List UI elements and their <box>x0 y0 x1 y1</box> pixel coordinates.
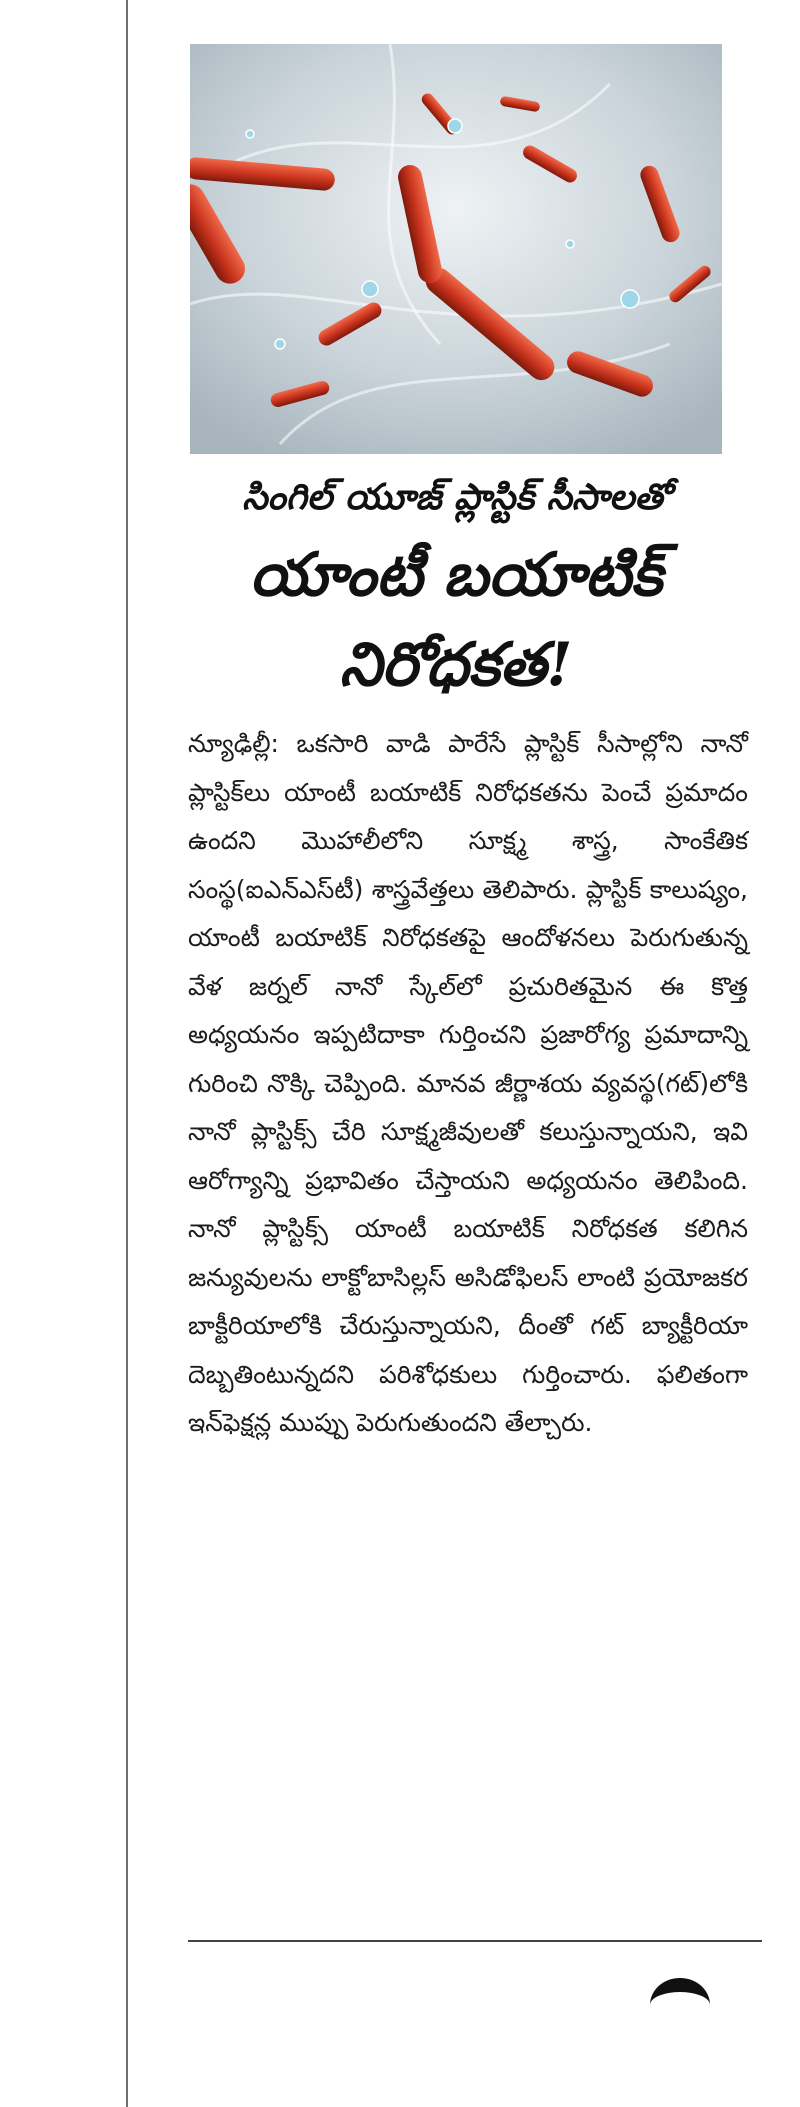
headline-line-1: యాంటీ బయాటిక్ <box>249 540 663 610</box>
bubble <box>246 130 254 138</box>
headline-kicker: సింగిల్ యూజ్ ప్లాస్టిక్ సీసాలతో <box>242 476 670 518</box>
bacteria-illustration <box>190 44 722 454</box>
column-divider <box>126 0 128 2107</box>
bubble <box>621 290 639 308</box>
article-body: న్యూఢిల్లీ: ఒకసారి వాడి పారేసే ప్లాస్టిక్ సీసాల్లోని నానో ప్లాస్టిక్‌లు యాంటీ బయాటిక్ నిరోధకతను పెంచే ప్రమాదం ఉందని మొహాలీలోని సూక్ష్మ శాస్త్ర, సాంకేతిక సంస్థ(ఐఎన్ఎస్‌టీ) శాస్త్రవేత్తలు తెలిపారు. ప్లాస్టిక్ కాలుష్యం, యాంటీ బయాటిక్ నిరోధకతపై ఆందోళనలు పెరుగుతున్న వేళ జర్నల్ నానో స్కేల్‌లో ప్రచురితమైన ఈ కొత్త అధ్యయనం ఇప్పటిదాకా గుర్తించని ప్రజారోగ్య ప్రమాదాన్ని గురించి నొక్కి చెప్పింది. మానవ జీర్ణాశయ వ్యవస్థ(గట్)లోకి నానో ప్లాస్టిక్స్ చేరి సూక్ష్మజీవులతో కలుస్తున్నాయని, ఇవి ఆరోగ్యాన్ని ప్రభావితం చేస్తాయని అధ్యయనం తెలిపింది. నానో ప్లాస్టిక్స్ యాంటీ బయాటిక్ నిరోధకత కలిగిన జన్యువులను లాక్టోబాసిల్లస్ అసిడోఫిలస్ లాంటి ప్రయోజకర బాక్టీరియాలోకి చేరుస్తున్నాయని, దీంతో గట్ బ్యాక్టీరియా దెబ్బతింటున్నదని పరిశోధకులు గుర్తించారు. ఫలితంగా ఇన్‌ఫెక్షన్ల ముప్పు పెరుగుతుందని తేల్చారు. <box>188 729 748 1437</box>
bubble <box>448 119 462 133</box>
bubble <box>566 240 574 248</box>
news-article <box>150 0 762 2107</box>
bubble <box>362 281 378 297</box>
headline-line-2: నిరోధకత! <box>339 630 573 700</box>
next-article-headline-partial <box>150 1978 762 2098</box>
article-photo <box>190 44 722 454</box>
section-divider <box>188 1940 762 1942</box>
partial-glyph <box>650 1978 710 2032</box>
bubble <box>275 339 285 349</box>
headline <box>150 530 762 710</box>
